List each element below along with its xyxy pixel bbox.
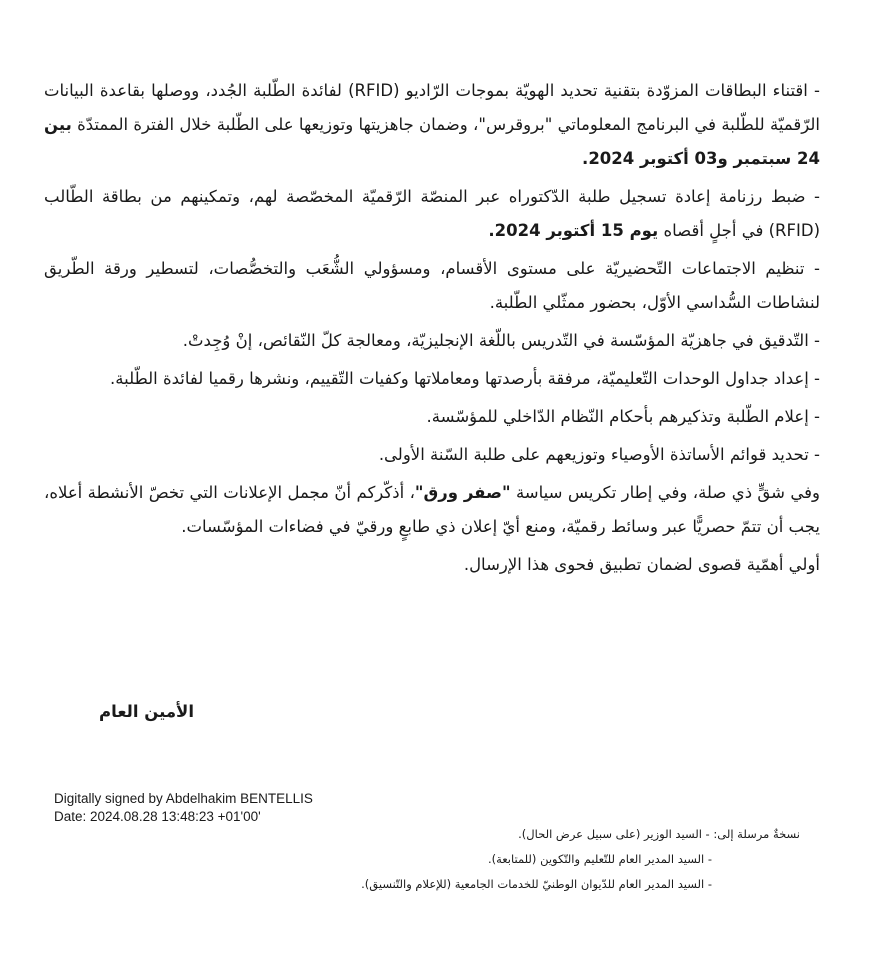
item-text: - ضبط رزنامة إعادة تسجيل طلبة الدّكتوراه عبر المنصّة الرّقميّة المخصّصة لهم، وتمكينهم من بطاقة الطّالب (RFID) في أجلٍ أقصاه (44, 187, 820, 240)
item-text: - تنظيم الاجتماعات التّحضيريّة على مستوى الأقسام، ومسؤولي الشُّعَب والتخصُّصات، لتسطير ورقة الطّريق لنشاطات السُّداسي الأوّل، بحضور ممثّلي الطّلبة. (44, 259, 820, 312)
list-item (44, 438, 820, 472)
list-item (44, 252, 820, 320)
signatory-title: الأمين العام (99, 702, 194, 721)
item-text: - إعلام الطّلبة وتذكيرهم بأحكام النّظام الدّاخلي للمؤسّسة. (426, 407, 820, 426)
copies-list (300, 822, 800, 897)
copy-recipient-line: - السيد المدير العام للتّعليم والتّكوين (للمتابعة). (487, 852, 712, 866)
digital-signature (54, 790, 313, 826)
paragraph-text: وفي شقٍّ ذي صلة، وفي إطار تكريس سياسة (510, 483, 820, 502)
item-text: - اقتناء البطاقات المزوّدة بتقنية تحديد الهويّة بموجات الرّاديو (RFID) لفائدة الطّلبة الجُدد، ووصلها بقاعدة البيانات الرّقميّة للطّلبة في البرنامج المعلوماتي "بروقرس"، وضمان جاهزيتها وتوزيعها على الطّلبة خلال الفترة الممتدّة (44, 81, 820, 134)
paperless-paragraph (44, 476, 820, 544)
list-item (44, 180, 820, 248)
list-item (44, 362, 820, 396)
letter-body (44, 74, 820, 586)
copy-recipient-line: نسخةٌ مرسلة إلى: - السيد الوزير (على سبيل عرض الحال). (518, 827, 800, 841)
item-text: - التّدقيق في جاهزيّة المؤسّسة في التّدريس باللّغة الإنجليزيّة، ومعالجة كلّ النّقائص، إنْ وُجِدتْ. (182, 331, 820, 350)
closing-paragraph: أولي أهمّية قصوى لضمان تطبيق فحوى هذا الإرسال. (463, 555, 820, 574)
list-item (44, 74, 820, 176)
item-text: - إعداد جداول الوحدات التّعليميّة، مرفقة بأرصدتها ومعاملاتها وكفيات التّقييم، ونشرها رقميا لفائدة الطّلبة. (110, 369, 820, 388)
item-text: - تحديد قوائم الأساتذة الأوصياء وتوزيعهم على طلبة السّنة الأولى. (378, 445, 820, 464)
paragraph-text: ، أذكّركم أنّ مجمل الإعلانات التي تخصّ الأنشطة أعلاه، يجب أن تتمّ حصريًّا عبر وسائط رقميّة، ومنع أيّ إعلان ذي طابعٍ ورقيّ في فضاءات المؤسّسات. (44, 483, 820, 536)
paperless-policy-bold: "صفر ورق" (414, 483, 511, 502)
item-bold-text: بين 24 سبتمبر و03 أكتوبر 2024. (44, 115, 820, 168)
digital-signature-name: Digitally signed by Abdelhakim BENTELLIS (54, 791, 313, 806)
digital-signature-date: Date: 2024.08.28 13:48:23 +01'00' (54, 809, 261, 824)
copy-recipient-line: - السيد المدير العام للدّيوان الوطنيّ للخدمات الجامعية (للإعلام والتّنسيق). (361, 877, 712, 891)
list-item (44, 400, 820, 434)
item-bold-text: يوم 15 أكتوبر 2024. (488, 221, 659, 240)
list-item (44, 324, 820, 358)
